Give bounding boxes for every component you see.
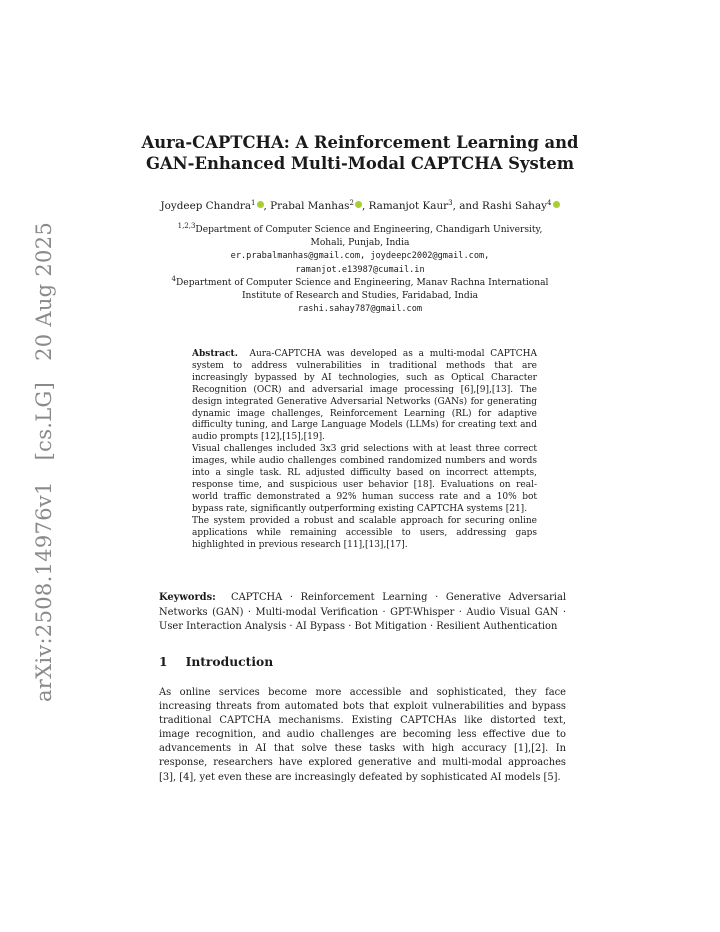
section-heading	[159, 654, 273, 669]
abstract-paragraph-3: The system provided a robust and scalable approach for securing online applications while remaining accessible to users, addressing gaps highlighted in previous research [11],[13],[17].	[192, 515, 537, 550]
paper-title-line-1: Aura-CAPTCHA: A Reinforcement Learning and	[141, 133, 579, 152]
affiliation-2	[150, 274, 570, 290]
section-title: Introduction	[185, 654, 274, 669]
arxiv-category: [cs.LG]	[32, 381, 56, 461]
keywords	[159, 591, 566, 635]
affiliation-2-location: Institute of Research and Studies, Faridabad, India	[241, 291, 479, 302]
affiliations	[150, 224, 570, 316]
abstract-heading: Abstract.	[192, 349, 238, 359]
abstract-paragraph-1	[192, 349, 537, 444]
author-email[interactable]: rashi.sahay787@gmail.com	[297, 304, 423, 315]
affiliation-1	[150, 224, 570, 237]
author-affiliation-marker: 4	[547, 199, 552, 207]
author-name: Joydeep Chandra	[160, 200, 252, 212]
arxiv-date: 20 Aug 2025	[32, 221, 56, 361]
keywords-text: CAPTCHA · Reinforcement Learning · Generative Adversarial Networks (GAN) · Multi-modal Verification · GPT-Whisper · Audio Visual GAN · User Interaction Analysis · AI Bypass · Bot Mitigation · Resilient Authentication	[159, 592, 567, 632]
paper-title-line-2: GAN-Enhanced Multi-Modal CAPTCHA System	[145, 154, 575, 173]
author-name: Ramanjot Kaur	[368, 200, 449, 212]
author-list: Joydeep Chandra$^1$ , Prabal Manhas$^2$ , Ramanjot Kaur$^3$, and Rashi Sahay$^4$	[140, 200, 580, 212]
affiliation-marker: 1,2,3	[177, 222, 196, 230]
section-body: As online services become more accessible and sophisticated, they face increasing threats from automated bots that exploit vulnerabilities and bypass traditional CAPTCHA mechanisms. Existing CAPTCHAs like distorted text, image recognition, and audio challenges are becoming less effective due to advancements in AI that solve these tasks with high accuracy [1],[2]. In response, researchers have explored generative and multi-modal approaches [3], [4], yet even these are increasingly defeated by sophisticated AI models [5].	[159, 687, 566, 783]
arxiv-side-identifier	[32, 208, 56, 702]
arxiv-id: arXiv:2508.14976v1	[32, 481, 56, 703]
affiliation-text: Department of Computer Science and Engineering, Chandigarh University,	[195, 225, 543, 235]
section-number: 1	[159, 654, 168, 669]
author-affiliation-marker: 2	[349, 199, 354, 207]
keywords-heading: Keywords:	[159, 592, 216, 603]
paper-title	[140, 132, 580, 174]
orcid-icon[interactable]	[553, 201, 560, 208]
author-name: Prabal Manhas	[270, 200, 350, 212]
affiliation-marker: 4	[171, 274, 177, 283]
author-name: and Rashi Sahay	[459, 200, 548, 212]
abstract-text: Aura-CAPTCHA was developed as a multi-modal CAPTCHA system to address vulnerabilities in traditional methods that are increasingly bypassed by AI technologies, such as Optical Character Recognition (OCR) and adversarial image processing [6],[9],[13]. The design integrated Generative Adversarial Networks (GANs) for generating dynamic image challenges, Reinforcement Learning (RL) for adaptive difficulty tuning, and Large Language Models (LLMs) for creating text and audio prompts [12],[15],[19].	[192, 349, 537, 443]
affiliation-1-location: Mohali, Punjab, India	[310, 238, 410, 249]
orcid-icon[interactable]	[257, 201, 264, 208]
abstract	[192, 349, 537, 551]
author-email[interactable]: ramanjot.e13987@cumail.in	[295, 264, 425, 275]
author-affiliation-marker: 3	[448, 199, 453, 207]
affiliation-text: Department of Computer Science and Engineering, Manav Rachna International	[176, 277, 549, 288]
abstract-paragraph-2: Visual challenges included 3x3 grid selections with at least three correct images, while audio challenges combined randomized numbers and words into a single task. RL adjusted difficulty based on incorrect attempts, response time, and suspicious user behavior [18]. Evaluations on real-world traffic demonstrated a 92% human success rate and a 10% bot bypass rate, significantly outperforming existing CAPTCHA systems [21].	[192, 444, 537, 514]
author-emails[interactable]: er.prabalmanhas@gmail.com, joydeepc2002@gmail.com,	[230, 251, 490, 262]
author-affiliation-marker: 1	[251, 199, 256, 207]
orcid-icon[interactable]	[355, 201, 362, 208]
